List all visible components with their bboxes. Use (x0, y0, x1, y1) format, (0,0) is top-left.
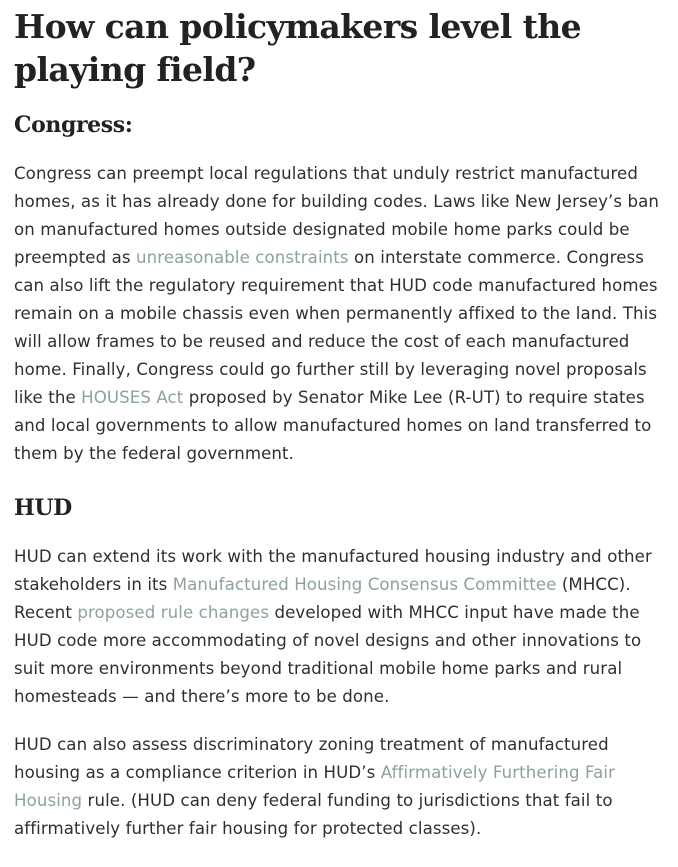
mhcc-link[interactable]: Manufactured Housing Consensus Committee (172, 575, 557, 594)
congress-paragraph (14, 160, 664, 468)
hud-paragraph-1 (14, 543, 664, 711)
article (0, 5, 678, 843)
paragraph-text: on interstate commerce. Congress can also lift the regulatory requirement that HUD code manufactured homes remain on a mobile chassis even when permanently affixed to the land. This will allow frames to be reused and reduce the cost of each manufactured home. Finally, Congress could go further still by leveraging novel proposals like the (14, 248, 658, 407)
paragraph-text: HUD can also assess discriminatory zoning treatment of manufactured housing as a compliance criterion in HUD’s (14, 735, 609, 782)
page-title: How can policymakers level the playing field? (14, 7, 582, 89)
paragraph-text: HUD can extend its work with the manufactured housing industry and other stakeholders in its (14, 547, 652, 594)
hud-paragraph-2 (14, 731, 664, 843)
affh-link[interactable]: Affirmatively Furthering Fair Housing (14, 763, 615, 810)
houses-act-link[interactable]: HOUSES Act (81, 388, 184, 407)
section-heading-congress: Congress: (14, 112, 133, 138)
paragraph-text: developed with MHCC input have made the HUD code more accommodating of novel designs and other innovations to suit more environments beyond traditional mobile home parks and rural homesteads — and there’s more to be done. (14, 603, 642, 706)
paragraph-text: rule. (HUD can deny federal funding to jurisdictions that fail to affirmatively further fair housing for protected classes). (14, 791, 613, 838)
paragraph-text: (MHCC). Recent (14, 575, 631, 622)
paragraph-text: proposed by Senator Mike Lee (R-UT) to require states and local governments to allow manufactured homes on land transferred to them by the federal government. (14, 388, 652, 463)
proposed-rule-changes-link[interactable]: proposed rule changes (77, 603, 270, 622)
paragraph-text: Congress can preempt local regulations that unduly restrict manufactured homes, as it has already done for building codes. Laws like New Jersey’s ban on manufactured homes outside designated mobile home parks could be preempted as (14, 164, 659, 267)
unreasonable-constraints-link[interactable]: unreasonable constraints (136, 248, 349, 267)
section-heading-hud: HUD (14, 495, 72, 521)
